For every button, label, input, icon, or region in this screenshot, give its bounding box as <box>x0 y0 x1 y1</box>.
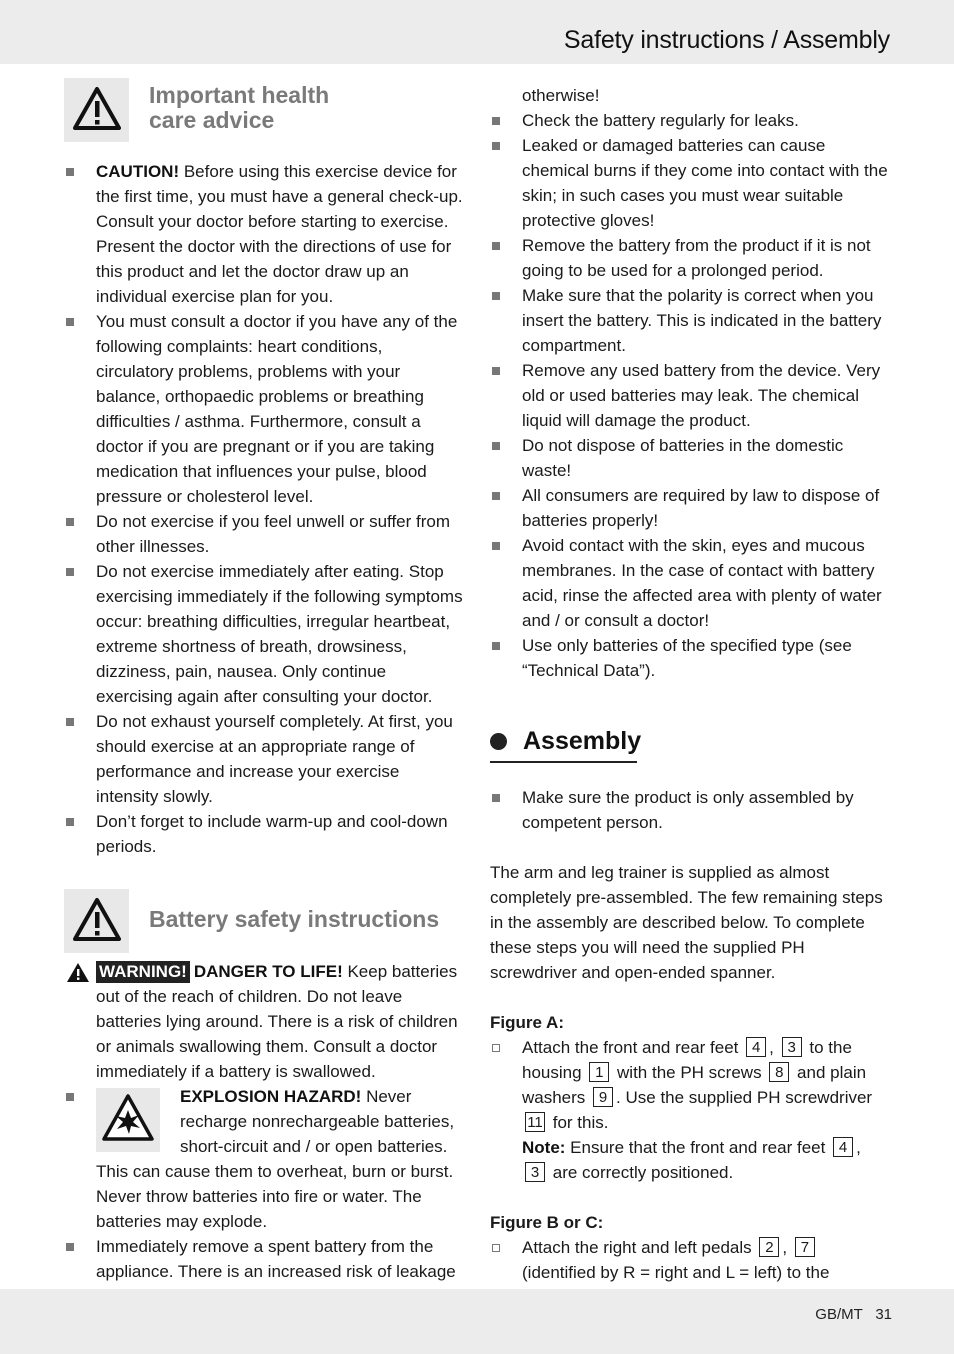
list-item <box>64 1234 464 1284</box>
list-item: Make sure the product is only assembled by competent person. <box>490 785 890 835</box>
warning-triangle-icon <box>64 889 129 953</box>
list-item <box>64 159 464 309</box>
item-text: Do not exercise if you feel unwell or suffer from other illnesses. <box>96 512 451 556</box>
list-item: Do not dispose of batteries in the domestic waste! <box>490 433 890 483</box>
part-number: 8 <box>769 1062 789 1082</box>
bullet-icon <box>492 242 500 250</box>
part-number: 9 <box>593 1087 613 1107</box>
caution-label: CAUTION! <box>96 162 180 181</box>
list-item: Leaked or damaged batteries can cause chemical burns if they come into contact with the skin; in such cases you must wear suitable protective gloves! <box>490 133 890 233</box>
item-text: Do not exercise immediately after eating. Stop exercising immediately if the following symptoms occur: breathing difficulties, irregular heartbeat, extreme shortness of breath, drowsiness, dizziness, pain, nausea. Only continue exercising again after consulting your doctor. <box>96 562 463 706</box>
warning-item <box>64 959 464 1084</box>
checkbox-icon <box>492 1044 500 1052</box>
explosion-item <box>64 1084 464 1234</box>
figure-b-step: Attach the right and left pedals 2 , 7 (identified by R = right and L = left) to the <box>490 1235 890 1310</box>
part-number: 4 <box>746 1037 766 1057</box>
part-number: 7 <box>795 1237 815 1257</box>
right-column <box>490 83 890 1310</box>
bullet-icon <box>66 1093 74 1101</box>
list-item: All consumers are required by law to dispose of batteries properly! <box>490 483 890 533</box>
bullet-icon <box>66 818 74 826</box>
page-number: GB/MT 31 <box>815 1306 892 1323</box>
bullet-icon <box>492 117 500 125</box>
list-item: Remove the battery from the product if it is not going to be used for a prolonged period. <box>490 233 890 283</box>
figure-a-heading: Figure A: <box>490 1013 564 1032</box>
page-title: Safety instructions / Assembly <box>563 26 890 54</box>
list-item <box>64 509 464 559</box>
left-column <box>64 78 464 1284</box>
warning-triangle-icon <box>64 78 129 142</box>
health-title-line2: care advice <box>149 107 275 133</box>
bullet-icon <box>66 1243 74 1251</box>
part-number: 3 <box>525 1162 545 1182</box>
bullet-icon <box>492 492 500 500</box>
item-text: Do not exhaust yourself completely. At first, you should exercise at an appropriate range of performance and increase your exercise intensity slowly. <box>96 712 453 806</box>
part-number: 11 <box>525 1112 545 1132</box>
item-text: Don’t forget to include warm-up and cool-down periods. <box>96 812 448 856</box>
list-item <box>64 559 464 709</box>
list-item <box>64 709 464 809</box>
explosion-text: Never recharge nonrechargeable batteries, short-circuit and / or open batteries. This can cause them to overheat, burn or burst. Never throw batteries into fire or water. The batteries may explode. <box>96 1087 455 1231</box>
checkbox-icon <box>492 1244 500 1252</box>
part-number: 2 <box>759 1237 779 1257</box>
danger-text: Keep batteries out of the reach of children. Do not leave batteries lying around. There is a risk of children or animals swallowing them. Consult a doctor immediately if a battery is swallowed. <box>96 962 458 1081</box>
health-section-header <box>64 78 464 142</box>
part-number: 3 <box>782 1037 802 1057</box>
danger-label: DANGER TO LIFE! <box>193 962 343 981</box>
bullet-icon <box>66 168 74 176</box>
page-header <box>0 0 954 64</box>
list-item: Avoid contact with the skin, eyes and mucous membranes. In the case of contact with battery acid, rinse the affected area with plenty of water and / or consult a doctor! <box>490 533 890 633</box>
battery-section-header <box>64 889 464 953</box>
small-warning-icon <box>66 962 90 990</box>
bullet-icon <box>66 568 74 576</box>
battery-title: Battery safety instructions <box>149 906 440 932</box>
explosion-label: EXPLOSION HAZARD! <box>180 1087 362 1106</box>
list-item <box>64 309 464 509</box>
bullet-icon <box>492 142 500 150</box>
bullet-dot-icon <box>490 733 507 750</box>
item-text: You must consult a doctor if you have any of the following complaints: heart conditions, circulatory problems, problems with your balance, orthopaedic problems or breathing difficulties / asthma. Furthermore, consult a doctor if you are pregnant or if you are taking medication that influences your pulse, blood pressure or cholesterol level. <box>96 312 458 506</box>
part-number: 4 <box>833 1137 853 1157</box>
bullet-icon <box>492 794 500 802</box>
heading-underline <box>490 761 637 763</box>
list-item: Remove any used battery from the device. Very old or used batteries may leak. The chemical liquid will damage the product. <box>490 358 890 433</box>
part-number: 1 <box>589 1062 609 1082</box>
continued-text: otherwise! <box>522 86 600 105</box>
assembly-title: Assembly <box>523 727 642 755</box>
bullet-icon <box>492 542 500 550</box>
warning-label: WARNING! <box>96 961 190 983</box>
page-footer <box>0 1289 954 1354</box>
item-text: Immediately remove a spent battery from the appliance. There is an increased risk of leakage <box>96 1237 456 1281</box>
bullet-icon <box>492 367 500 375</box>
assembly-heading <box>490 723 890 763</box>
bullet-icon <box>66 518 74 526</box>
bullet-icon <box>492 642 500 650</box>
bullet-icon <box>492 292 500 300</box>
assembly-intro: The arm and leg trainer is supplied as almost completely pre-assembled. The few remaining steps in the assembly are described below. To complete these steps you will need the supplied PH screwdriver and open-ended spanner. <box>490 863 883 982</box>
note-label: Note: <box>522 1138 566 1157</box>
figure-a-step: Attach the front and rear feet 4 , 3 to the housing 1 with the PH screws 8 and plain washers 9 . Use the supplied PH screwdriver 11 for this. Note: Ensure that the front and rear feet 4 , 3 are correctly positioned. <box>490 1035 890 1185</box>
bullet-icon <box>66 718 74 726</box>
figure-b-heading: Figure B or C: <box>490 1213 604 1232</box>
health-title-line1: Important health <box>149 82 330 108</box>
bullet-icon <box>66 318 74 326</box>
list-item: Use only batteries of the specified type (see “Technical Data”). <box>490 633 890 683</box>
caution-text: Before using this exercise device for the first time, you must have a general check-up. Consult your doctor before starting to exercise. Present the doctor with the directions of use for this product and let the doctor draw up an individual exercise plan for you. <box>96 162 463 306</box>
explosion-hazard-icon <box>96 1088 160 1152</box>
list-item: Check the battery regularly for leaks. <box>490 108 890 133</box>
list-item <box>64 809 464 859</box>
bullet-icon <box>492 442 500 450</box>
list-item: Make sure that the polarity is correct when you insert the battery. This is indicated in the battery compartment. <box>490 283 890 358</box>
